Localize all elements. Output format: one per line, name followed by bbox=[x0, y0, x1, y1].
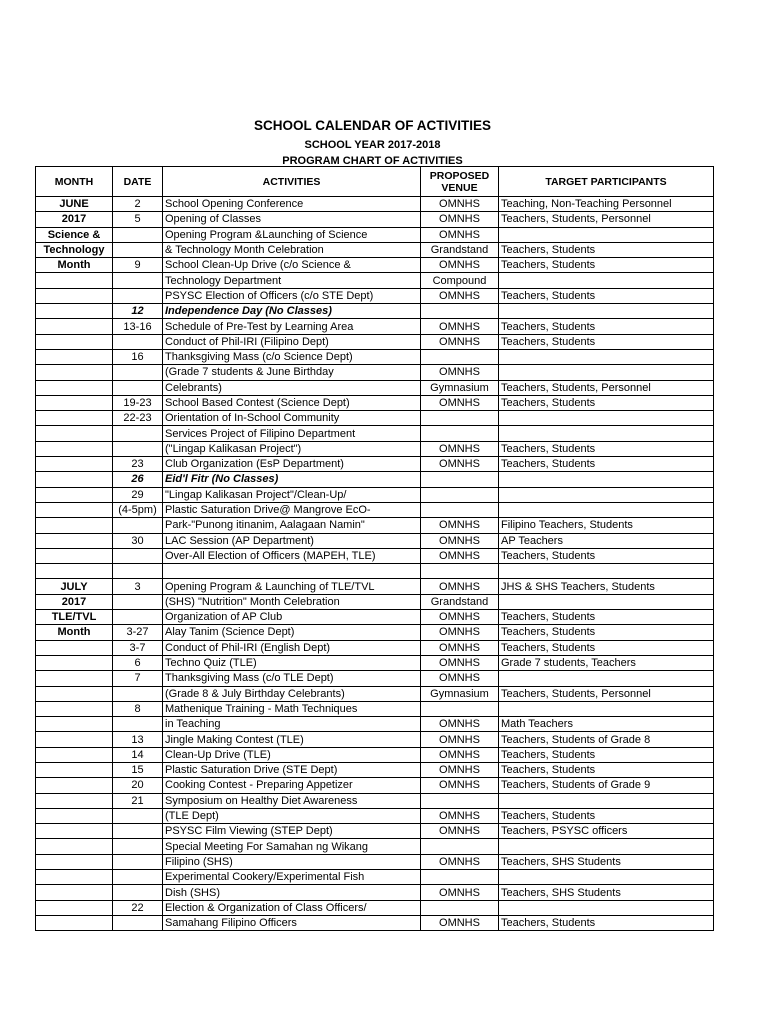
month-cell bbox=[36, 732, 113, 747]
table-row bbox=[36, 732, 714, 747]
activity-cell: PSYSC Election of Officers (c/o STE Dept) bbox=[163, 288, 421, 303]
date-cell: 5 bbox=[113, 212, 163, 227]
activity-cell: Jingle Making Contest (TLE) bbox=[163, 732, 421, 747]
date-cell: 15 bbox=[113, 762, 163, 777]
month-cell bbox=[36, 273, 113, 288]
table-row bbox=[36, 365, 714, 380]
participants-cell: Teachers, Students of Grade 9 bbox=[499, 778, 714, 793]
month-cell bbox=[36, 502, 113, 517]
table-row bbox=[36, 564, 714, 579]
venue-cell: OMNHS bbox=[421, 762, 499, 777]
participants-cell: Teaching, Non-Teaching Personnel bbox=[499, 197, 714, 212]
table-row bbox=[36, 548, 714, 563]
venue-cell bbox=[421, 349, 499, 364]
table-row bbox=[36, 472, 714, 487]
participants-cell: JHS & SHS Teachers, Students bbox=[499, 579, 714, 594]
table-row bbox=[36, 610, 714, 625]
month-cell bbox=[36, 839, 113, 854]
participants-cell: Teachers, Students bbox=[499, 610, 714, 625]
venue-cell: OMNHS bbox=[421, 258, 499, 273]
month-cell bbox=[36, 870, 113, 885]
table-row bbox=[36, 870, 714, 885]
header-date: DATE bbox=[113, 167, 163, 197]
participants-cell: Filipino Teachers, Students bbox=[499, 518, 714, 533]
date-cell bbox=[113, 839, 163, 854]
activity-cell: Techno Quiz (TLE) bbox=[163, 655, 421, 670]
table-row bbox=[36, 258, 714, 273]
activity-cell: Symposium on Healthy Diet Awareness bbox=[163, 793, 421, 808]
month-cell bbox=[36, 349, 113, 364]
venue-cell: Grandstand bbox=[421, 594, 499, 609]
venue-cell: OMNHS bbox=[421, 854, 499, 869]
participants-cell bbox=[499, 426, 714, 441]
activity-cell: Election & Organization of Class Officers/ bbox=[163, 900, 421, 915]
month-cell bbox=[36, 747, 113, 762]
date-cell bbox=[113, 686, 163, 701]
participants-cell: Teachers, Students, Personnel bbox=[499, 212, 714, 227]
participants-cell: Teachers, Students bbox=[499, 808, 714, 823]
participants-cell bbox=[499, 349, 714, 364]
month-cell bbox=[36, 885, 113, 900]
date-cell bbox=[113, 717, 163, 732]
month-cell: 2017 bbox=[36, 594, 113, 609]
venue-cell bbox=[421, 304, 499, 319]
table-row bbox=[36, 242, 714, 257]
date-cell: 26 bbox=[113, 472, 163, 487]
date-cell bbox=[113, 548, 163, 563]
venue-cell: Gymnasium bbox=[421, 380, 499, 395]
activity-cell: Experimental Cookery/Experimental Fish bbox=[163, 870, 421, 885]
venue-cell: OMNHS bbox=[421, 655, 499, 670]
venue-cell: OMNHS bbox=[421, 212, 499, 227]
month-cell bbox=[36, 395, 113, 410]
activity-cell: Opening Program &Launching of Science bbox=[163, 227, 421, 242]
venue-cell: OMNHS bbox=[421, 288, 499, 303]
venue-cell: OMNHS bbox=[421, 915, 499, 930]
date-cell bbox=[113, 441, 163, 456]
table-row bbox=[36, 900, 714, 915]
activity-cell: Schedule of Pre-Test by Learning Area bbox=[163, 319, 421, 334]
participants-cell: Teachers, Students bbox=[499, 457, 714, 472]
table-row bbox=[36, 793, 714, 808]
month-cell bbox=[36, 564, 113, 579]
date-cell: 29 bbox=[113, 487, 163, 502]
activity-cell: Orientation of In-School Community bbox=[163, 411, 421, 426]
table-row bbox=[36, 686, 714, 701]
venue-cell: OMNHS bbox=[421, 319, 499, 334]
venue-cell bbox=[421, 839, 499, 854]
participants-cell: Teachers, Students bbox=[499, 258, 714, 273]
table-row bbox=[36, 625, 714, 640]
month-cell bbox=[36, 487, 113, 502]
month-cell bbox=[36, 808, 113, 823]
venue-cell: OMNHS bbox=[421, 747, 499, 762]
month-cell: JULY bbox=[36, 579, 113, 594]
date-cell bbox=[113, 824, 163, 839]
header-proposed-venue: PROPOSED VENUE bbox=[421, 167, 499, 197]
activity-cell: Plastic Saturation Drive (STE Dept) bbox=[163, 762, 421, 777]
date-cell: 13-16 bbox=[113, 319, 163, 334]
month-cell bbox=[36, 426, 113, 441]
participants-cell: Math Teachers bbox=[499, 717, 714, 732]
document-title: SCHOOL CALENDAR OF ACTIVITIES bbox=[253, 118, 491, 133]
table-row bbox=[36, 579, 714, 594]
activity-cell: Services Project of Filipino Department bbox=[163, 426, 421, 441]
date-cell bbox=[113, 365, 163, 380]
date-cell: 2 bbox=[113, 197, 163, 212]
activity-cell: Organization of AP Club bbox=[163, 610, 421, 625]
activity-cell: & Technology Month Celebration bbox=[163, 242, 421, 257]
venue-cell: OMNHS bbox=[421, 824, 499, 839]
venue-cell: OMNHS bbox=[421, 533, 499, 548]
participants-cell bbox=[499, 900, 714, 915]
venue-cell: Compound bbox=[421, 273, 499, 288]
table-row bbox=[36, 915, 714, 930]
table-row bbox=[36, 304, 714, 319]
date-cell: 12 bbox=[113, 304, 163, 319]
participants-cell bbox=[499, 793, 714, 808]
date-cell bbox=[113, 334, 163, 349]
venue-cell: OMNHS bbox=[421, 640, 499, 655]
month-cell bbox=[36, 533, 113, 548]
month-cell bbox=[36, 518, 113, 533]
participants-cell: Teachers, Students bbox=[499, 441, 714, 456]
participants-cell: Teachers, Students bbox=[499, 548, 714, 563]
activity-cell: Technology Department bbox=[163, 273, 421, 288]
activity-cell: in Teaching bbox=[163, 717, 421, 732]
month-cell: TLE/TVL bbox=[36, 610, 113, 625]
venue-cell: OMNHS bbox=[421, 197, 499, 212]
month-cell bbox=[36, 824, 113, 839]
activity-cell: (SHS) "Nutrition" Month Celebration bbox=[163, 594, 421, 609]
date-cell bbox=[113, 915, 163, 930]
venue-cell bbox=[421, 701, 499, 716]
venue-cell: OMNHS bbox=[421, 457, 499, 472]
table-row bbox=[36, 487, 714, 502]
activity-cell: Cooking Contest - Preparing Appetizer bbox=[163, 778, 421, 793]
month-cell bbox=[36, 671, 113, 686]
activity-cell: Opening Program & Launching of TLE/TVL bbox=[163, 579, 421, 594]
activity-cell: Independence Day (No Classes) bbox=[163, 304, 421, 319]
month-cell bbox=[36, 762, 113, 777]
activity-cell: Over-All Election of Officers (MAPEH, TLE) bbox=[163, 548, 421, 563]
date-cell bbox=[113, 610, 163, 625]
header-target-participants: TARGET PARTICIPANTS bbox=[499, 167, 714, 197]
month-cell bbox=[36, 686, 113, 701]
month-cell: Science & bbox=[36, 227, 113, 242]
venue-cell bbox=[421, 487, 499, 502]
program-chart-subtitle: PROGRAM CHART OF ACTIVITIES bbox=[282, 155, 463, 167]
participants-cell bbox=[499, 487, 714, 502]
activity-cell: Samahang Filipino Officers bbox=[163, 915, 421, 930]
activity-cell: Club Organization (EsP Department) bbox=[163, 457, 421, 472]
date-cell: 7 bbox=[113, 671, 163, 686]
month-cell bbox=[36, 304, 113, 319]
venue-cell: OMNHS bbox=[421, 732, 499, 747]
participants-cell: Teachers, Students bbox=[499, 915, 714, 930]
month-cell bbox=[36, 778, 113, 793]
participants-cell: Teachers, Students of Grade 8 bbox=[499, 732, 714, 747]
venue-cell bbox=[421, 502, 499, 517]
activity-cell: Special Meeting For Samahan ng Wikang bbox=[163, 839, 421, 854]
table-row bbox=[36, 762, 714, 777]
venue-cell: OMNHS bbox=[421, 610, 499, 625]
participants-cell bbox=[499, 304, 714, 319]
participants-cell: Teachers, Students, Personnel bbox=[499, 380, 714, 395]
table-row bbox=[36, 717, 714, 732]
month-cell bbox=[36, 411, 113, 426]
activity-cell: "Lingap Kalikasan Project"/Clean-Up/ bbox=[163, 487, 421, 502]
table-row bbox=[36, 640, 714, 655]
participants-cell bbox=[499, 671, 714, 686]
participants-cell: Teachers, Students bbox=[499, 242, 714, 257]
activity-cell: Mathenique Training - Math Techniques bbox=[163, 701, 421, 716]
header-activities: ACTIVITIES bbox=[163, 167, 421, 197]
participants-cell: AP Teachers bbox=[499, 533, 714, 548]
participants-cell bbox=[499, 839, 714, 854]
date-cell: 3-27 bbox=[113, 625, 163, 640]
table-row bbox=[36, 808, 714, 823]
participants-cell bbox=[499, 870, 714, 885]
header-month: MONTH bbox=[36, 167, 113, 197]
school-year-subtitle: SCHOOL YEAR 2017-2018 bbox=[304, 139, 441, 151]
activity-cell: Conduct of Phil-IRI (English Dept) bbox=[163, 640, 421, 655]
venue-cell: OMNHS bbox=[421, 334, 499, 349]
activity-cell: Thanksgiving Mass (c/o Science Dept) bbox=[163, 349, 421, 364]
month-cell bbox=[36, 380, 113, 395]
month-cell bbox=[36, 548, 113, 563]
venue-cell: OMNHS bbox=[421, 441, 499, 456]
participants-cell: Teachers, PSYSC officers bbox=[499, 824, 714, 839]
table-row bbox=[36, 839, 714, 854]
table-row bbox=[36, 533, 714, 548]
activities-table bbox=[35, 166, 714, 931]
table-row bbox=[36, 671, 714, 686]
table-row bbox=[36, 885, 714, 900]
activity-cell: Plastic Saturation Drive@ Mangrove EcO- bbox=[163, 502, 421, 517]
date-cell: 30 bbox=[113, 533, 163, 548]
month-cell bbox=[36, 900, 113, 915]
activity-cell: Celebrants) bbox=[163, 380, 421, 395]
table-body bbox=[36, 197, 714, 931]
participants-cell bbox=[499, 273, 714, 288]
activity-cell: Park-"Punong itinanim, Aalagaan Namin" bbox=[163, 518, 421, 533]
date-cell bbox=[113, 808, 163, 823]
table-row bbox=[36, 411, 714, 426]
date-cell: 6 bbox=[113, 655, 163, 670]
venue-cell: OMNHS bbox=[421, 671, 499, 686]
month-cell bbox=[36, 915, 113, 930]
venue-cell: OMNHS bbox=[421, 548, 499, 563]
participants-cell: Teachers, Students bbox=[499, 395, 714, 410]
venue-cell: OMNHS bbox=[421, 717, 499, 732]
date-cell: 19-23 bbox=[113, 395, 163, 410]
date-cell: 3-7 bbox=[113, 640, 163, 655]
date-cell: 23 bbox=[113, 457, 163, 472]
activity-cell: School Clean-Up Drive (c/o Science & bbox=[163, 258, 421, 273]
venue-cell: OMNHS bbox=[421, 625, 499, 640]
table-row bbox=[36, 457, 714, 472]
date-cell: 9 bbox=[113, 258, 163, 273]
venue-cell bbox=[421, 564, 499, 579]
table-row bbox=[36, 212, 714, 227]
venue-cell bbox=[421, 472, 499, 487]
month-cell bbox=[36, 319, 113, 334]
activity-cell: School Opening Conference bbox=[163, 197, 421, 212]
venue-cell: OMNHS bbox=[421, 778, 499, 793]
participants-cell bbox=[499, 365, 714, 380]
activity-cell: (Grade 8 & July Birthday Celebrants) bbox=[163, 686, 421, 701]
activity-cell: LAC Session (AP Department) bbox=[163, 533, 421, 548]
table-row bbox=[36, 747, 714, 762]
participants-cell bbox=[499, 594, 714, 609]
date-cell: 21 bbox=[113, 793, 163, 808]
table-row bbox=[36, 824, 714, 839]
table-row bbox=[36, 502, 714, 517]
participants-cell bbox=[499, 227, 714, 242]
table-row bbox=[36, 395, 714, 410]
participants-cell: Teachers, Students bbox=[499, 288, 714, 303]
date-cell bbox=[113, 518, 163, 533]
table-row bbox=[36, 426, 714, 441]
participants-cell bbox=[499, 502, 714, 517]
venue-cell bbox=[421, 870, 499, 885]
venue-cell bbox=[421, 900, 499, 915]
date-cell bbox=[113, 242, 163, 257]
participants-cell: Teachers, Students bbox=[499, 334, 714, 349]
month-cell bbox=[36, 441, 113, 456]
participants-cell: Teachers, SHS Students bbox=[499, 885, 714, 900]
date-cell bbox=[113, 854, 163, 869]
activity-cell: (TLE Dept) bbox=[163, 808, 421, 823]
month-cell bbox=[36, 365, 113, 380]
activity-cell: ("Lingap Kalikasan Project") bbox=[163, 441, 421, 456]
table-row bbox=[36, 441, 714, 456]
activity-cell: (Grade 7 students & June Birthday bbox=[163, 365, 421, 380]
activity-cell bbox=[163, 564, 421, 579]
venue-cell: OMNHS bbox=[421, 518, 499, 533]
date-cell bbox=[113, 426, 163, 441]
activity-cell: Dish (SHS) bbox=[163, 885, 421, 900]
venue-cell bbox=[421, 793, 499, 808]
table-header-row bbox=[36, 167, 714, 197]
activity-cell: PSYSC Film Viewing (STEP Dept) bbox=[163, 824, 421, 839]
table-row bbox=[36, 701, 714, 716]
activity-cell: Filipino (SHS) bbox=[163, 854, 421, 869]
month-cell bbox=[36, 655, 113, 670]
participants-cell bbox=[499, 701, 714, 716]
date-cell: 22-23 bbox=[113, 411, 163, 426]
activity-cell: Clean-Up Drive (TLE) bbox=[163, 747, 421, 762]
month-cell bbox=[36, 640, 113, 655]
table-row bbox=[36, 334, 714, 349]
date-cell: (4-5pm) bbox=[113, 502, 163, 517]
venue-cell: OMNHS bbox=[421, 885, 499, 900]
venue-cell: OMNHS bbox=[421, 808, 499, 823]
venue-cell bbox=[421, 411, 499, 426]
participants-cell: Teachers, Students bbox=[499, 762, 714, 777]
venue-cell: Gymnasium bbox=[421, 686, 499, 701]
table-row bbox=[36, 778, 714, 793]
table-row bbox=[36, 518, 714, 533]
participants-cell bbox=[499, 472, 714, 487]
month-cell bbox=[36, 701, 113, 716]
date-cell bbox=[113, 564, 163, 579]
month-cell bbox=[36, 457, 113, 472]
participants-cell bbox=[499, 411, 714, 426]
month-cell bbox=[36, 472, 113, 487]
table-row bbox=[36, 197, 714, 212]
month-cell bbox=[36, 717, 113, 732]
date-cell: 8 bbox=[113, 701, 163, 716]
activity-cell: Conduct of Phil-IRI (Filipino Dept) bbox=[163, 334, 421, 349]
date-cell bbox=[113, 885, 163, 900]
participants-cell: Teachers, Students bbox=[499, 319, 714, 334]
participants-cell: Grade 7 students, Teachers bbox=[499, 655, 714, 670]
month-cell bbox=[36, 854, 113, 869]
date-cell bbox=[113, 380, 163, 395]
venue-cell bbox=[421, 426, 499, 441]
table-row bbox=[36, 854, 714, 869]
date-cell: 20 bbox=[113, 778, 163, 793]
month-cell bbox=[36, 334, 113, 349]
month-cell: 2017 bbox=[36, 212, 113, 227]
date-cell bbox=[113, 227, 163, 242]
venue-cell: OMNHS bbox=[421, 227, 499, 242]
participants-cell: Teachers, Students bbox=[499, 625, 714, 640]
date-cell bbox=[113, 870, 163, 885]
venue-cell: Grandstand bbox=[421, 242, 499, 257]
month-cell: Technology bbox=[36, 242, 113, 257]
participants-cell bbox=[499, 564, 714, 579]
table-row bbox=[36, 594, 714, 609]
date-cell: 13 bbox=[113, 732, 163, 747]
month-cell: Month bbox=[36, 258, 113, 273]
table-row bbox=[36, 273, 714, 288]
table-row bbox=[36, 319, 714, 334]
participants-cell: Teachers, Students bbox=[499, 747, 714, 762]
table-row bbox=[36, 655, 714, 670]
table-row bbox=[36, 349, 714, 364]
month-cell bbox=[36, 793, 113, 808]
date-cell bbox=[113, 273, 163, 288]
date-cell: 3 bbox=[113, 579, 163, 594]
venue-cell: OMNHS bbox=[421, 395, 499, 410]
participants-cell: Teachers, Students bbox=[499, 640, 714, 655]
month-cell: JUNE bbox=[36, 197, 113, 212]
date-cell: 22 bbox=[113, 900, 163, 915]
participants-cell: Teachers, Students, Personnel bbox=[499, 686, 714, 701]
activity-cell: School Based Contest (Science Dept) bbox=[163, 395, 421, 410]
date-cell bbox=[113, 594, 163, 609]
date-cell: 14 bbox=[113, 747, 163, 762]
date-cell bbox=[113, 288, 163, 303]
activity-cell: Alay Tanim (Science Dept) bbox=[163, 625, 421, 640]
month-cell: Month bbox=[36, 625, 113, 640]
participants-cell: Teachers, SHS Students bbox=[499, 854, 714, 869]
venue-cell: OMNHS bbox=[421, 365, 499, 380]
table-row bbox=[36, 288, 714, 303]
activity-cell: Eid'l Fitr (No Classes) bbox=[163, 472, 421, 487]
activity-cell: Opening of Classes bbox=[163, 212, 421, 227]
activity-cell: Thanksgiving Mass (c/o TLE Dept) bbox=[163, 671, 421, 686]
date-cell: 16 bbox=[113, 349, 163, 364]
table-row bbox=[36, 380, 714, 395]
month-cell bbox=[36, 288, 113, 303]
venue-cell: OMNHS bbox=[421, 579, 499, 594]
table-row bbox=[36, 227, 714, 242]
